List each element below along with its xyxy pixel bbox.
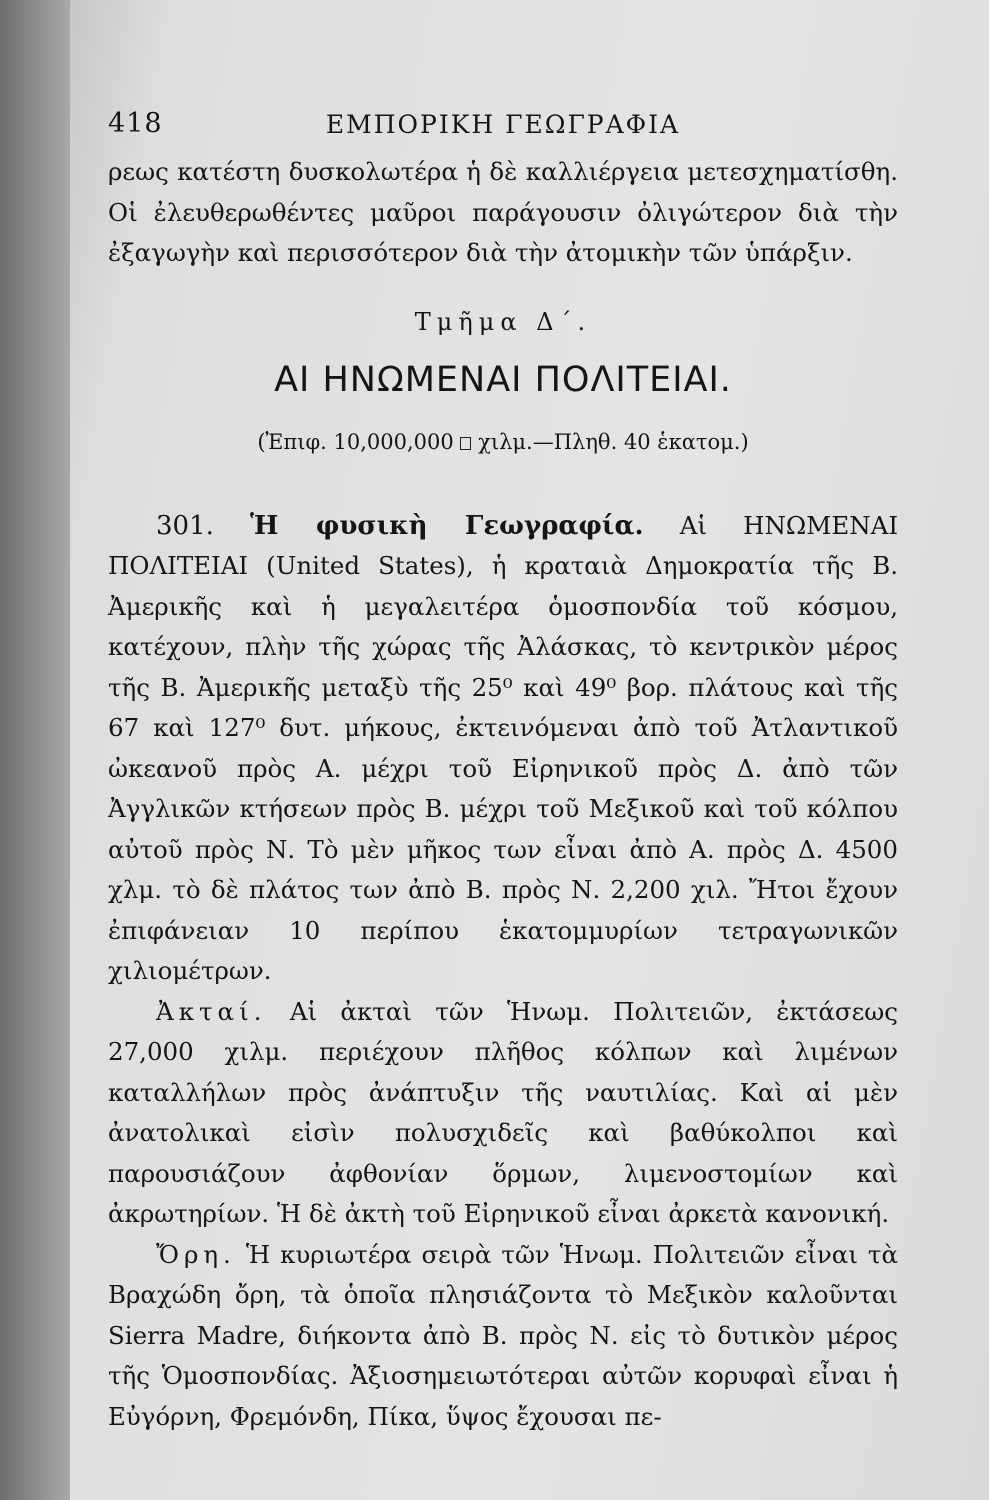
paragraph-heading: Ἀκταί.	[156, 996, 267, 1026]
page-gutter-shadow	[0, 0, 70, 1500]
paragraph-text: Ἡ κυριωτέρα σειρὰ τῶν Ἡνωμ. Πολιτειῶν εἶναι τὰ Βραχώδη ὄρη, τὰ ὁποῖα πλησιάζοντα τὸ Μεξικὸν καλοῦνται Sierra Madre, διήκοντα ἀπὸ Β. πρὸς Ν. εἰς τὸ δυτικὸν μέρος τῆς Ὁμοσπονδίας. Ἀξιοσημειωτότεραι αὐτῶν κορυφαὶ εἶναι ἡ Εὐγόρνη, Φρεμόνδη, Πίκα, ὕψος ἔχουσαι πε-	[108, 1239, 899, 1431]
paragraph-heading: Ἡ φυσικὴ Γεωγραφία.	[250, 510, 644, 541]
paragraph-text: Αἱ ΗΝΩΜΕΝΑΙ ΠΟΛΙΤΕΙΑΙ (United States), ἡ κραταιὰ Δημοκρατία τῆς Β. Ἀμερικῆς καὶ ἡ μεγαλειτέρα ὁμοσπονδία τοῦ κόσμου, κατέχουν, πλὴν τῆς χώρας τῆς Ἀλάσκας, τὸ κεντρικὸν μέρος τῆς Β. Ἀμερικῆς μεταξὺ τῆς 25⁰ καὶ 49⁰ βορ. πλάτους καὶ τῆς 67 καὶ 127⁰ δυτ. μήκους, ἐκτεινόμεναι ἀπὸ τοῦ Ἀτλαντικοῦ ὠκεανοῦ πρὸς Α. μέχρι τοῦ Εἰρηνικοῦ πρὸς Δ. ἀπὸ τῶν Ἀγγλικῶν κτήσεων πρὸς Β. μέχρι τοῦ Μεξικοῦ καὶ τοῦ κόλπου αὐτοῦ πρὸς Ν. Τὸ μὲν μῆκος των εἶναι ἀπὸ Α. πρὸς Δ. 4500 χλμ. τὸ δὲ πλάτος των ἀπὸ Β. πρὸς Ν. 2,200 χιλ. Ἤτοι ἔχουν ἐπιφάνειαν 10 περίπου ἑκατομμυρίων τετραγωνικῶν χιλιομέτρων.	[108, 510, 899, 985]
continuation-paragraph: ρεως κατέστη δυσκολωτέρα ἡ δὲ καλλιέργεια μετεσχηματίσθη. Οἱ ἐλευθερωθέντες μαῦροι παράγουσιν ὀλιγώτερον διὰ τὴν ἐξαγωγὴν καὶ περισσότερον διὰ τὴν ἀτομικὴν τῶν ὑπάρξιν.	[108, 157, 898, 267]
paragraph-coasts	[108, 992, 898, 1235]
section-subtitle	[108, 430, 898, 470]
subtitle-area: (Ἐπιφ. 10,000,000	[257, 429, 454, 454]
paragraph-mountains	[108, 1235, 898, 1438]
running-head: ΕΜΠΟΡΙΚΗ ΓΕΩΓΡΑΦΙΑ	[325, 110, 681, 139]
paragraph-heading: Ὄρη.	[156, 1239, 236, 1269]
paragraph-301	[108, 506, 898, 992]
subtitle-population: χιλμ.—Πληθ. 40 ἑκατομ.)	[478, 429, 749, 454]
paragraph-text: Αἱ ἀκταὶ τῶν Ἡνωμ. Πολιτειῶν, ἐκτάσεως 27,000 χιλμ. περιέχουν πλῆθος κόλπων καὶ λιμένων καταλλήλων πρὸς ἀνάπτυξιν τῆς ναυτιλίας. Καὶ αἱ μὲν ἀνατολικαὶ εἰσὶν πολυσχιδεῖς καὶ βαθύκολποι καὶ παρουσιάζουν ἀφθονίαν ὅρμων, λιμενοστομίων καὶ ἀκρωτηρίων. Ἡ δὲ ἀκτὴ τοῦ Εἰρηνικοῦ εἶναι ἀρκετὰ κανονική.	[108, 996, 898, 1228]
page-content	[108, 108, 898, 1437]
page-header	[108, 108, 898, 152]
square-symbol-icon	[460, 437, 471, 450]
section-title: ΑΙ ΗΝΩΜΕΝΑΙ ΠΟΛΙΤΕΙΑΙ.	[274, 359, 732, 400]
paragraph-number: 301.	[156, 510, 214, 541]
page-number: 418	[108, 108, 163, 139]
section-label: Τμῆμα Δ΄.	[414, 307, 592, 336]
